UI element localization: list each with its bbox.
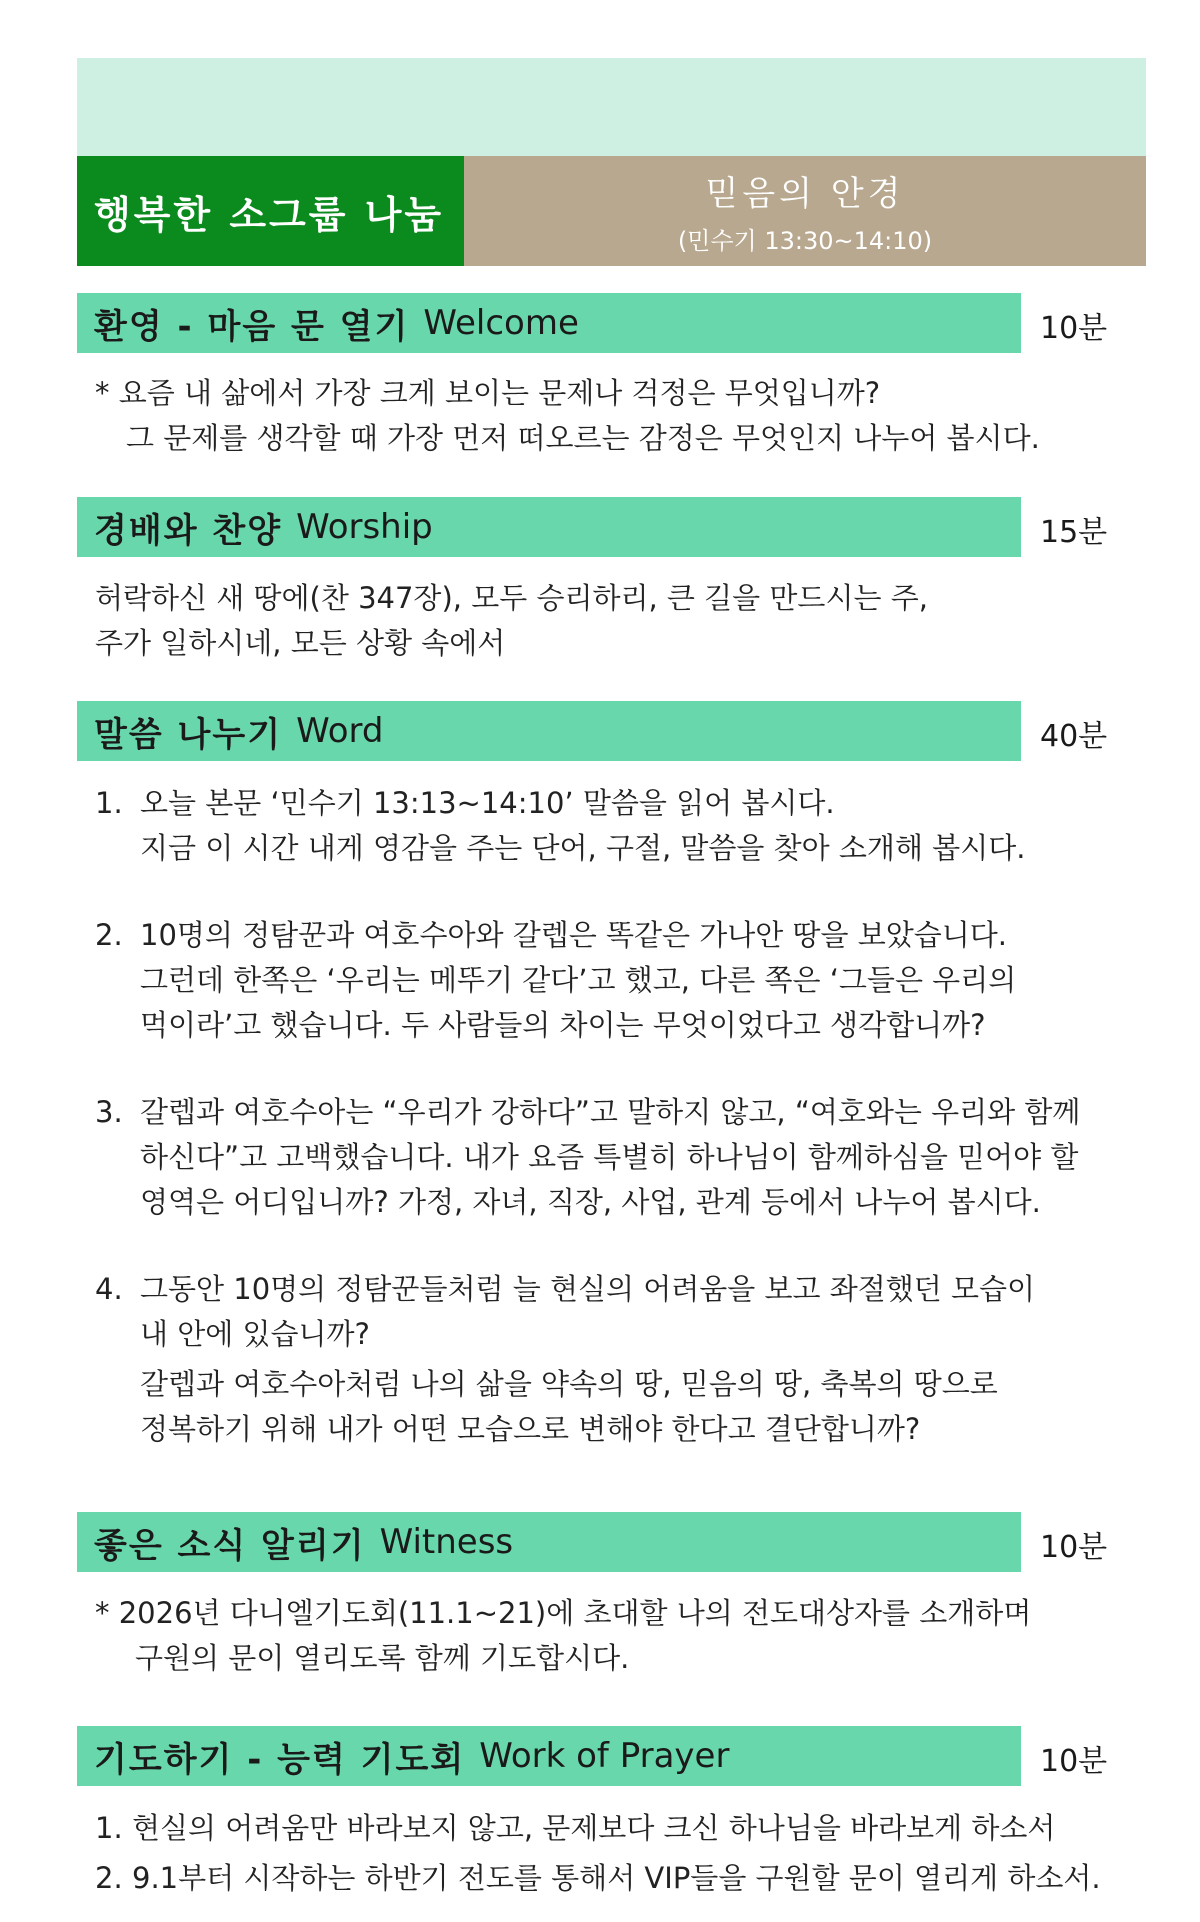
section-title-en: Word: [296, 711, 384, 751]
welcome-line-1: * 요즘 내 삶에서 가장 크게 보이는 문제나 걱정은 무엇입니까?: [95, 376, 881, 410]
prayer-item-1-text: 현실의 어려움만 바라보지 않고, 문제보다 크신 하나님을 바라보게 하소서: [132, 1811, 1056, 1845]
word-item-1-line-1: 오늘 본문 ‘민수기 13:13~14:10’ 말씀을 읽어 봅시다.: [140, 786, 835, 820]
word-item-4-line-1: 그동안 10명의 정탐꾼들처럼 늘 현실의 어려움을 보고 좌절했던 모습이: [140, 1272, 1036, 1306]
section-title-ko: 기도하기 - 능력 기도회: [94, 1739, 466, 1780]
section-duration: 10분: [1040, 1530, 1108, 1565]
word-item-2-number: 2.: [95, 918, 123, 952]
welcome-line-2: 그 문제를 생각할 때 가장 먼저 떠오르는 감정은 무엇인지 나누어 봅시다.: [126, 421, 1040, 455]
word-item-3-line-3: 영역은 어디입니까? 가정, 자녀, 직장, 사업, 관계 등에서 나누어 봅시다.: [140, 1185, 1041, 1219]
sermon-title: 믿음의 안경: [705, 174, 905, 214]
section-duration: 40분: [1040, 719, 1108, 754]
word-item-4-line-3: 갈렙과 여호수아처럼 나의 삶을 약속의 땅, 믿음의 땅, 축복의 땅으로: [140, 1367, 998, 1401]
prayer-item-2-number: 2.: [95, 1861, 123, 1895]
scripture-reference: (민수기 13:30~14:10): [677, 227, 933, 255]
section-worship-header: [77, 497, 1021, 557]
word-item-2-line-3: 먹이라’고 했습니다. 두 사람들의 차이는 무엇이었다고 생각합니까?: [140, 1008, 986, 1042]
word-item-2-line-1: 10명의 정탐꾼과 여호수아와 갈렙은 똑같은 가나안 땅을 보았습니다.: [140, 918, 1008, 952]
word-item-2-line-2: 그런데 한쪽은 ‘우리는 메뚜기 같다’고 했고, 다른 쪽은 ‘그들은 우리의: [140, 963, 1017, 997]
section-duration: 10분: [1040, 1744, 1108, 1779]
section-witness-header: [77, 1512, 1021, 1572]
word-item-4-number: 4.: [95, 1272, 123, 1306]
section-prayer-header: [77, 1726, 1021, 1786]
section-duration: 15분: [1040, 515, 1108, 550]
section-title-en: Witness: [379, 1522, 514, 1562]
section-word-header: [77, 701, 1021, 761]
word-item-4-line-4: 정복하기 위해 내가 어떤 모습으로 변해야 한다고 결단합니까?: [140, 1412, 921, 1446]
header-band: [77, 58, 1146, 156]
word-item-3-line-1: 갈렙과 여호수아는 “우리가 강하다”고 말하지 않고, “여호와는 우리와 함께: [140, 1095, 1081, 1129]
page-title: 행복한 소그룹 나눔: [77, 156, 464, 266]
section-title-en: Work of Prayer: [479, 1736, 730, 1776]
word-item-1-line-2: 지금 이 시간 내게 영감을 주는 단어, 구절, 말씀을 찾아 소개해 봅시다.: [140, 831, 1026, 865]
section-title-ko: 경배와 찬양: [94, 510, 283, 551]
word-item-4-line-2: 내 안에 있습니까?: [140, 1317, 370, 1351]
prayer-item-1-number: 1.: [95, 1811, 123, 1845]
section-title-ko: 말씀 나누기: [94, 714, 283, 755]
word-item-1-number: 1.: [95, 786, 123, 820]
section-title-ko: 환영 - 마음 문 열기: [94, 306, 410, 347]
worship-line-1: 허락하신 새 땅에(찬 347장), 모두 승리하리, 큰 길을 만드시는 주,: [95, 581, 928, 615]
section-welcome-header: [77, 293, 1021, 353]
witness-line-1: * 2026년 다니엘기도회(11.1~21)에 초대할 나의 전도대상자를 소개하며: [95, 1596, 1032, 1630]
worship-line-2: 주가 일하시네, 모든 상황 속에서: [95, 626, 506, 660]
witness-line-2: 구원의 문이 열리도록 함께 기도합시다.: [135, 1641, 630, 1675]
section-title-en: Worship: [296, 507, 433, 547]
word-item-3-line-2: 하신다”고 고백했습니다. 내가 요즘 특별히 하나님이 함께하심을 믿어야 할: [140, 1140, 1079, 1174]
section-title-en: Welcome: [423, 303, 579, 343]
prayer-item-2-text: 9.1부터 시작하는 하반기 전도를 통해서 VIP들을 구원할 문이 열리게 하소서.: [132, 1861, 1101, 1895]
word-item-3-number: 3.: [95, 1095, 123, 1129]
section-duration: 10분: [1040, 311, 1108, 346]
sermon-title-box: [464, 156, 1146, 266]
section-title-ko: 좋은 소식 알리기: [94, 1525, 366, 1566]
